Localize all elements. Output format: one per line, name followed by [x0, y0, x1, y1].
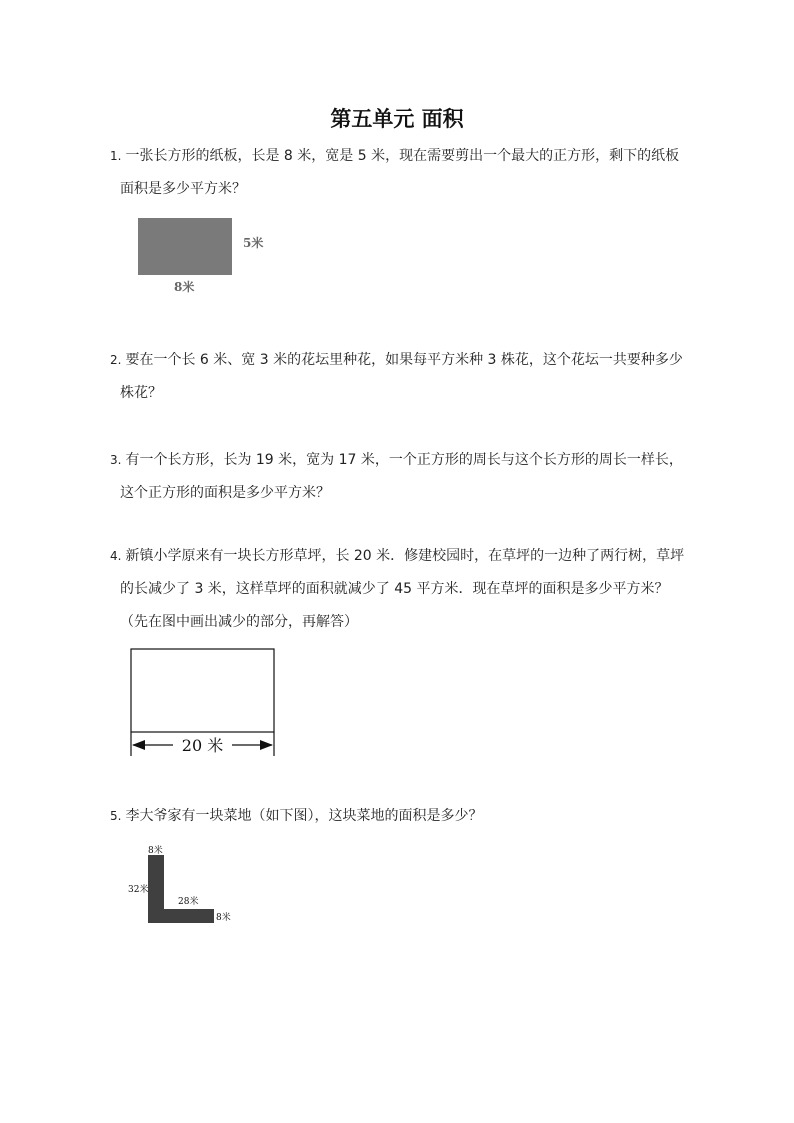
question-number: 4. [110, 549, 122, 563]
right-width-label: 8米 [216, 913, 231, 923]
arrow-right-icon [260, 740, 273, 750]
question-number: 5. [110, 809, 122, 823]
cardboard-rectangle [138, 218, 232, 275]
question-text: 新镇小学原来有一块长方形草坪，长 20 米．修建校园时，在草坪的一边种了两行树，草坪 [125, 548, 685, 564]
length-label: 20 米 [181, 736, 224, 755]
question-text: 的长减少了 3 米，这样草坪的面积就减少了 45 平方米．现在草坪的面积是多少平方米？ [120, 581, 669, 597]
question-number: 3. [110, 453, 122, 467]
question-1 [110, 140, 710, 206]
l-shaped-plot [148, 855, 214, 923]
lawn-figure-q4 [125, 643, 285, 763]
question-text: 要在一个长 6 米、宽 3 米的花坛里种花，如果每平方米种 3 株花，这个花坛一共要种多少 [125, 352, 683, 368]
question-text: 这个正方形的面积是多少平方米？ [120, 485, 330, 501]
arrow-left-icon [132, 740, 145, 750]
top-width-label: 8米 [148, 846, 163, 856]
question-text: 一张长方形的纸板，长是 8 米，宽是 5 米，现在需要剪出一个最大的正方形，剩下的纸板 [125, 148, 680, 164]
question-number: 2. [110, 353, 122, 367]
width-label: 5米 [243, 236, 264, 250]
question-text: 有一个长方形，长为 19 米，宽为 17 米，一个正方形的周长与这个长方形的周长一样长， [125, 452, 683, 468]
inner-length-label: 28米 [178, 897, 199, 907]
question-text: 株花？ [120, 385, 162, 401]
question-text: 面积是多少平方米？ [120, 181, 246, 197]
question-hint: （先在图中画出减少的部分，再解答） [120, 614, 358, 630]
question-number: 1. [110, 149, 122, 163]
page-title: 第五单元 面积 [330, 106, 464, 131]
question-4 [110, 540, 710, 639]
rectangle-figure-q1 [130, 210, 280, 300]
l-shape-figure-q5 [124, 843, 244, 933]
length-label: 8米 [174, 280, 195, 294]
height-label: 32米 [128, 885, 149, 895]
question-5 [110, 800, 710, 833]
question-2 [110, 344, 710, 410]
question-3 [110, 444, 710, 510]
lawn-rectangle [131, 649, 274, 732]
question-text: 李大爷家有一块菜地（如下图），这块菜地的面积是多少？ [125, 808, 483, 824]
